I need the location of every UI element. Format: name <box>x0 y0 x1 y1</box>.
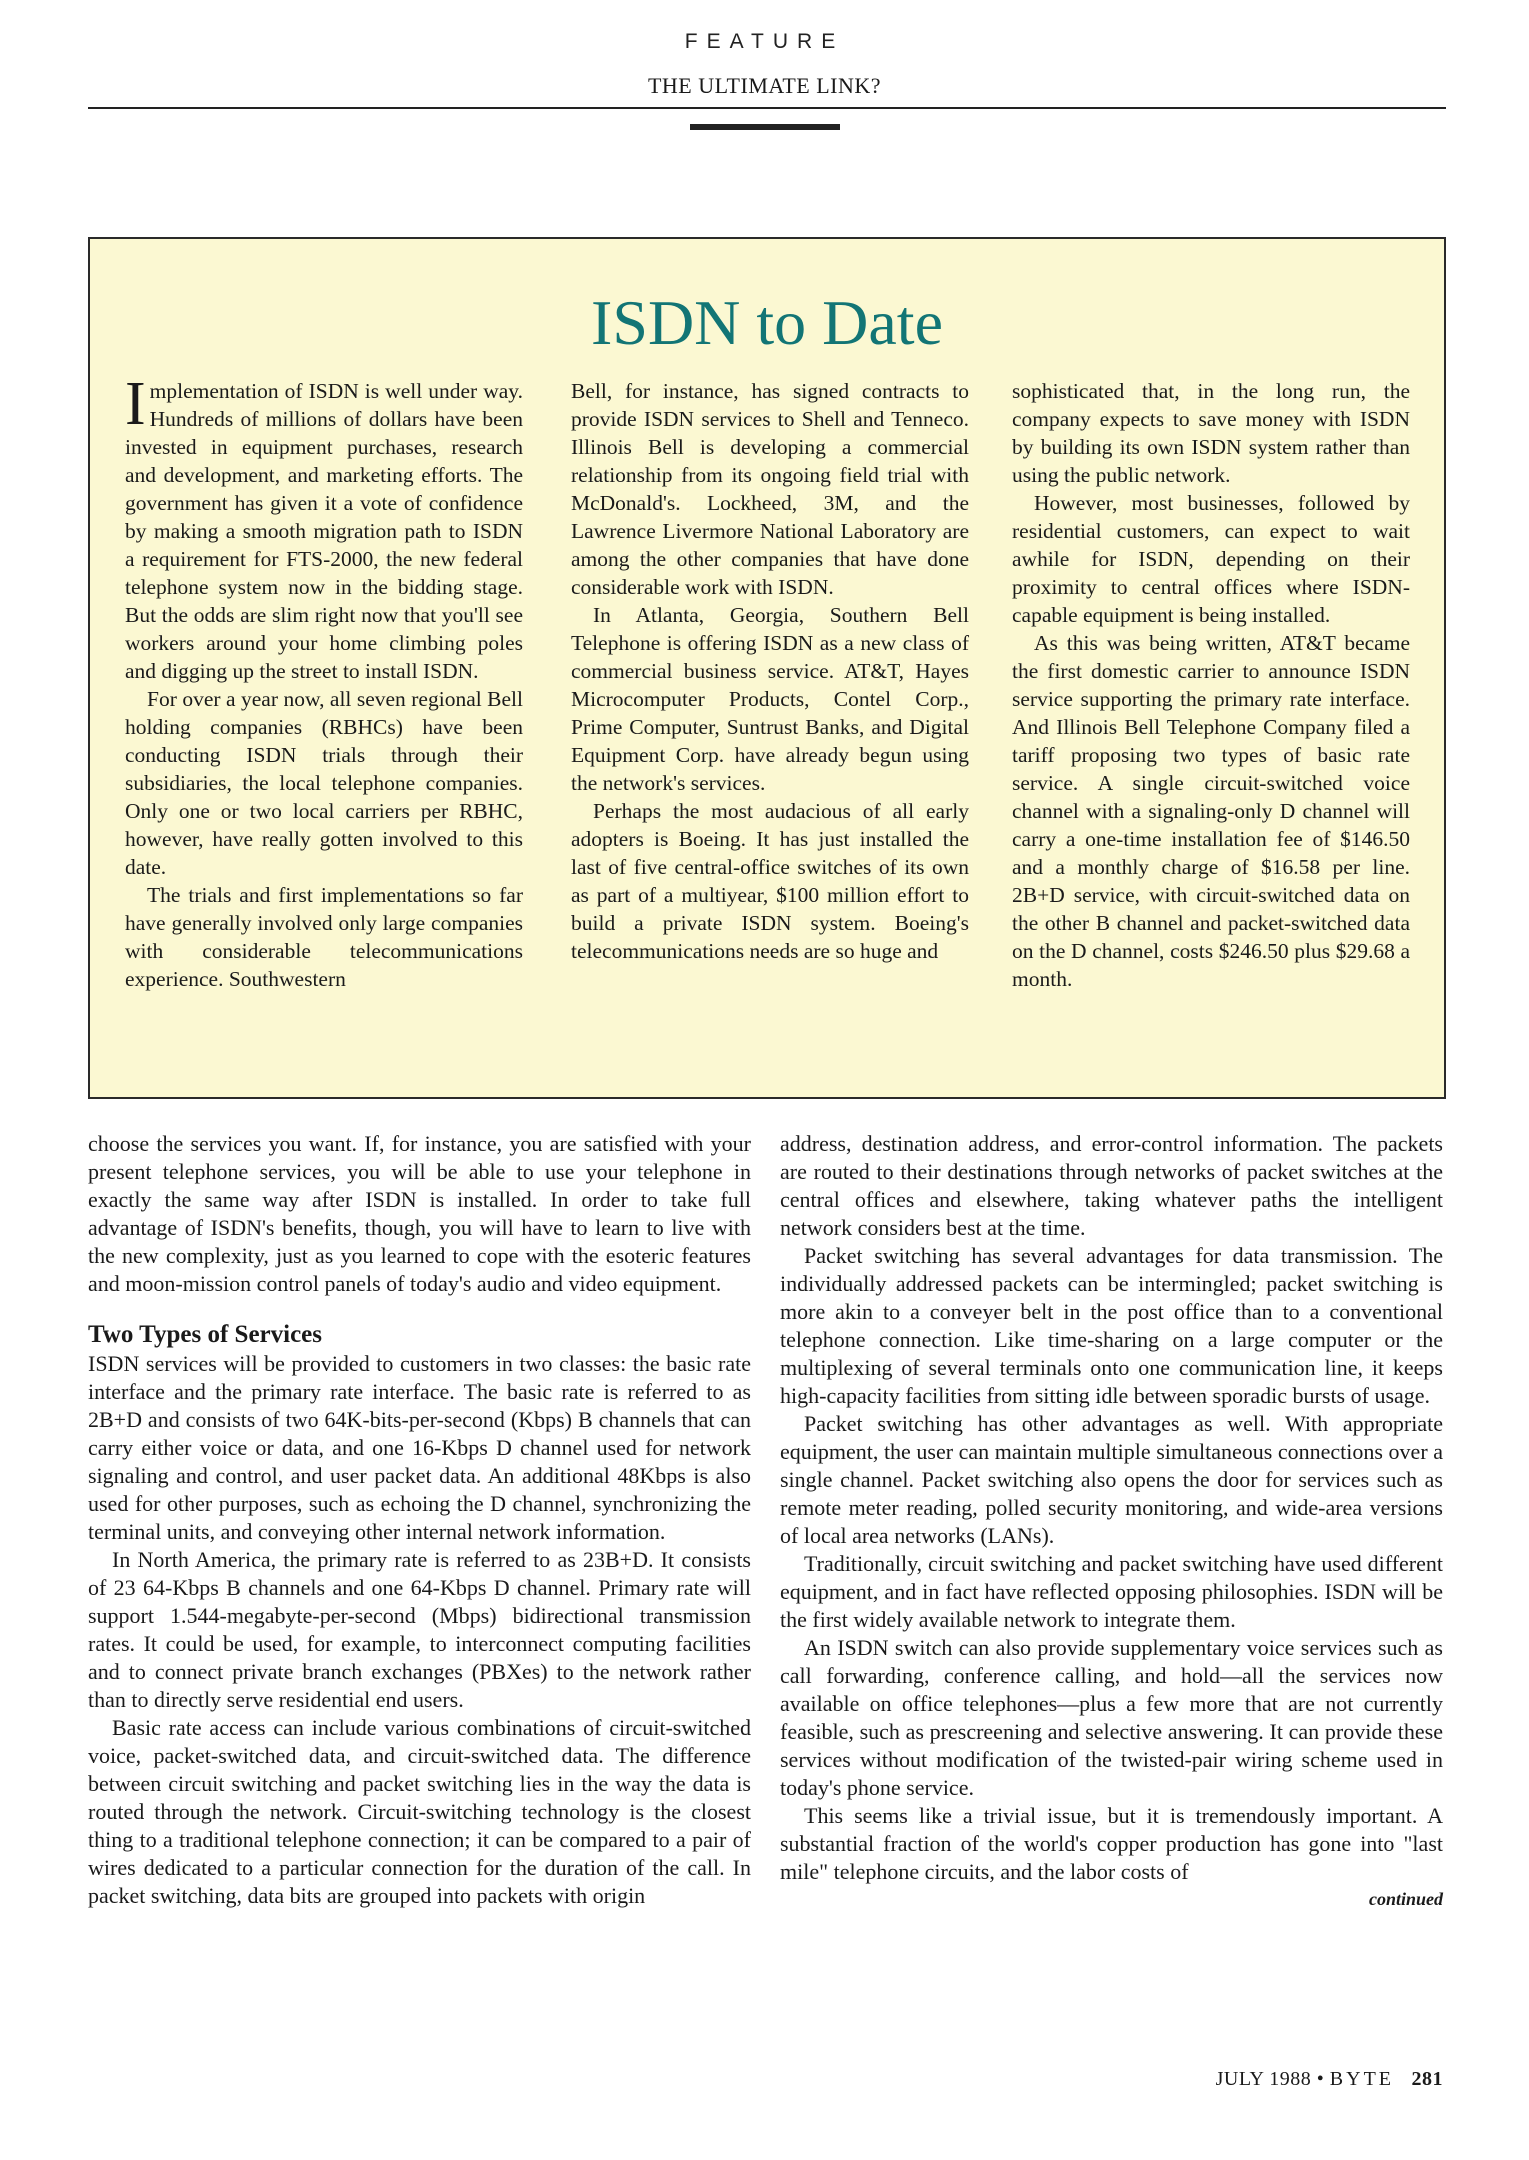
page-number: 281 <box>1411 2068 1443 2090</box>
body-paragraph: choose the services you want. If, for instance, you are satisfied with your present telephone services, you will be able to use your telephone in exactly the same way after ISDN is installed. In order to take full advantage of ISDN's benefits, though, you will have to learn to live with the new complexity, just as you learned to cope with the esoteric features and moon-mission control panels of today's audio and video equipment. <box>88 1131 751 1296</box>
body-paragraph: Basic rate access can include various combinations of circuit-switched voice, packet-switched data, and circuit-switched data. The difference between circuit switching and packet switching lies in the way the data is routed through the network. Circuit-switching technology is the closest thing to a traditional telephone connection; it can be compared to a pair of wires dedicated to a particular connection for the duration of the call. In packet switching, data bits are grouped into packets with origin <box>88 1715 751 1908</box>
section-subhead: Two Types of Services <box>88 1321 323 1348</box>
body-column-1 <box>88 1130 751 1910</box>
sidebar-paragraph: Implementation of ISDN is well under way. Hundreds of millions of dollars have been invested in equipment purchases, research and development, and marketing efforts. The government has given it a vote of confidence by making a smooth migration path to ISDN a requirement for FTS-2000, the new federal telephone system now in the bidding stage. But the odds are slim right now that you'll see workers around your home climbing poles and digging up the street to install ISDN. <box>125 370 523 683</box>
sidebar-paragraph: The trials and first implementations so far have generally involved only large companies with considerable telecommunications experience. Southwestern <box>125 883 523 991</box>
magazine-name: BYTE <box>1329 2068 1394 2090</box>
sidebar-paragraph: In Atlanta, Georgia, Southern Bell Telephone is offering ISDN as a new class of commercial business service. AT&T, Hayes Microcomputer Products, Contel Corp., Prime Computer, Suntrust Banks, and Digital Equipment Corp. have already begun using the network's services. <box>571 603 969 795</box>
drop-cap: I <box>125 370 146 438</box>
sidebar-paragraph: Bell, for instance, has signed contracts to provide ISDN services to Shell and Tenneco. Illinois Bell is developing a commercial relationship from its ongoing field trial with McDonald's. Lockheed, 3M, and the Lawrence Livermore National Laboratory are among the other companies that have done considerable work with ISDN. <box>571 379 969 599</box>
footer-separator: • <box>1316 2068 1325 2090</box>
body-column-2 <box>780 1130 1443 1912</box>
body-paragraph: In North America, the primary rate is referred to as 23B+D. It consists of 23 64-Kbps B channels and one 64-Kbps D channel. Primary rate will support 1.544-megabyte-per-second (Mbps) bidirectional transmission rates. It could be used, for example, to interconnect computing facilities and to connect private branch exchanges (PBXes) to the network rather than to directly serve residential end users. <box>88 1547 751 1712</box>
body-paragraph: An ISDN switch can also provide supplementary voice services such as call forwarding, conference calling, and hold—all the services now available on office telephones—plus a few more that are not currently feasible, such as prescreening and selective answering. It can provide these services without modification of the twisted-pair wiring scheme used in today's phone service. <box>780 1635 1443 1800</box>
body-paragraph: address, destination address, and error-control information. The packets are routed to their destinations through networks of packet switches at the central offices and elsewhere, taking whatever paths the intelligent network considers best at the time. <box>780 1131 1443 1240</box>
sidebar-paragraph: For over a year now, all seven regional Bell holding companies (RBHCs) have been conducting ISDN trials through their subsidiaries, the local telephone companies. Only one or two local carriers per RBHC, however, have really gotten involved to this date. <box>125 687 523 879</box>
page-footer <box>1216 2068 1443 2091</box>
body-paragraph: Packet switching has other advantages as well. With appropriate equipment, the user can maintain multiple simultaneous connections over a single channel. Packet switching also opens the door for services such as remote meter reading, polled security monitoring, and wide-area versions of local area networks (LANs). <box>780 1411 1443 1548</box>
header-rule <box>88 107 1446 109</box>
sidebar-title: ISDN to Date <box>591 287 943 358</box>
running-head: THE ULTIMATE LINK? <box>647 73 882 98</box>
body-paragraph: Traditionally, circuit switching and packet switching have used different equipment, and in fact have reflected opposing philosophies. ISDN will be the first widely available network to integrate them. <box>780 1551 1443 1632</box>
sidebar-paragraph: As this was being written, AT&T became the first domestic carrier to announce ISDN service supporting the primary rate interface. And Illinois Bell Telephone Company filed a tariff proposing two types of basic rate service. A single circuit-switched voice channel with a signaling-only D channel will carry a one-time installation fee of $146.50 and a monthly charge of $16.58 per line. 2B+D service, with circuit-switched data on the other B channel and packet-switched data on the D channel, costs $246.50 plus $29.68 a month. <box>1012 631 1410 991</box>
sidebar-column-3 <box>1012 377 1410 993</box>
section-kicker: FEATURE <box>684 30 845 53</box>
issue-date: JULY 1988 <box>1215 2068 1312 2090</box>
sidebar-paragraph: Perhaps the most audacious of all early adopters is Boeing. It has just installed the last of five central-office switches of its own as part of a multiyear, $100 million effort to build a private ISDN system. Boeing's telecommunications needs are so huge and <box>571 799 969 963</box>
body-paragraph: ISDN services will be provided to customers in two classes: the basic rate interface and the primary rate interface. The basic rate is referred to as 2B+D and consists of two 64K-bits-per-second (Kbps) B channels that can carry either voice or data, and one 16-Kbps D channel used for network signaling and control, and user packet data. An additional 48Kbps is also used for other purposes, such as echoing the D channel, synchronizing the terminal units, and conveying other internal network information. <box>88 1351 751 1544</box>
body-paragraph: Packet switching has several advantages for data transmission. The individually addressed packets can be intermingled; packet switching is more akin to a conveyer belt in the post office than to a conventional telephone connection. Like time-sharing on a large computer or the multiplexing of several terminals onto one communication line, it keeps high-capacity facilities from sitting idle between sporadic bursts of usage. <box>780 1243 1443 1408</box>
sidebar-paragraph: However, most businesses, followed by residential customers, can expect to wait awhile for ISDN, depending on their proximity to central offices where ISDN-capable equipment is being installed. <box>1012 491 1410 627</box>
sidebar-column-1 <box>125 370 523 993</box>
sidebar-paragraph: sophisticated that, in the long run, the company expects to save money with ISDN by building its own ISDN system rather than using the public network. <box>1012 379 1410 487</box>
header-accent-bar <box>690 124 840 130</box>
continued-label: continued <box>1368 1889 1443 1909</box>
body-paragraph: This seems like a trivial issue, but it is tremendously important. A substantial fraction of the world's copper production has gone into "last mile" telephone circuits, and the labor costs of <box>780 1803 1443 1884</box>
sidebar-column-2 <box>571 377 969 965</box>
sidebar-box <box>88 237 1446 1099</box>
